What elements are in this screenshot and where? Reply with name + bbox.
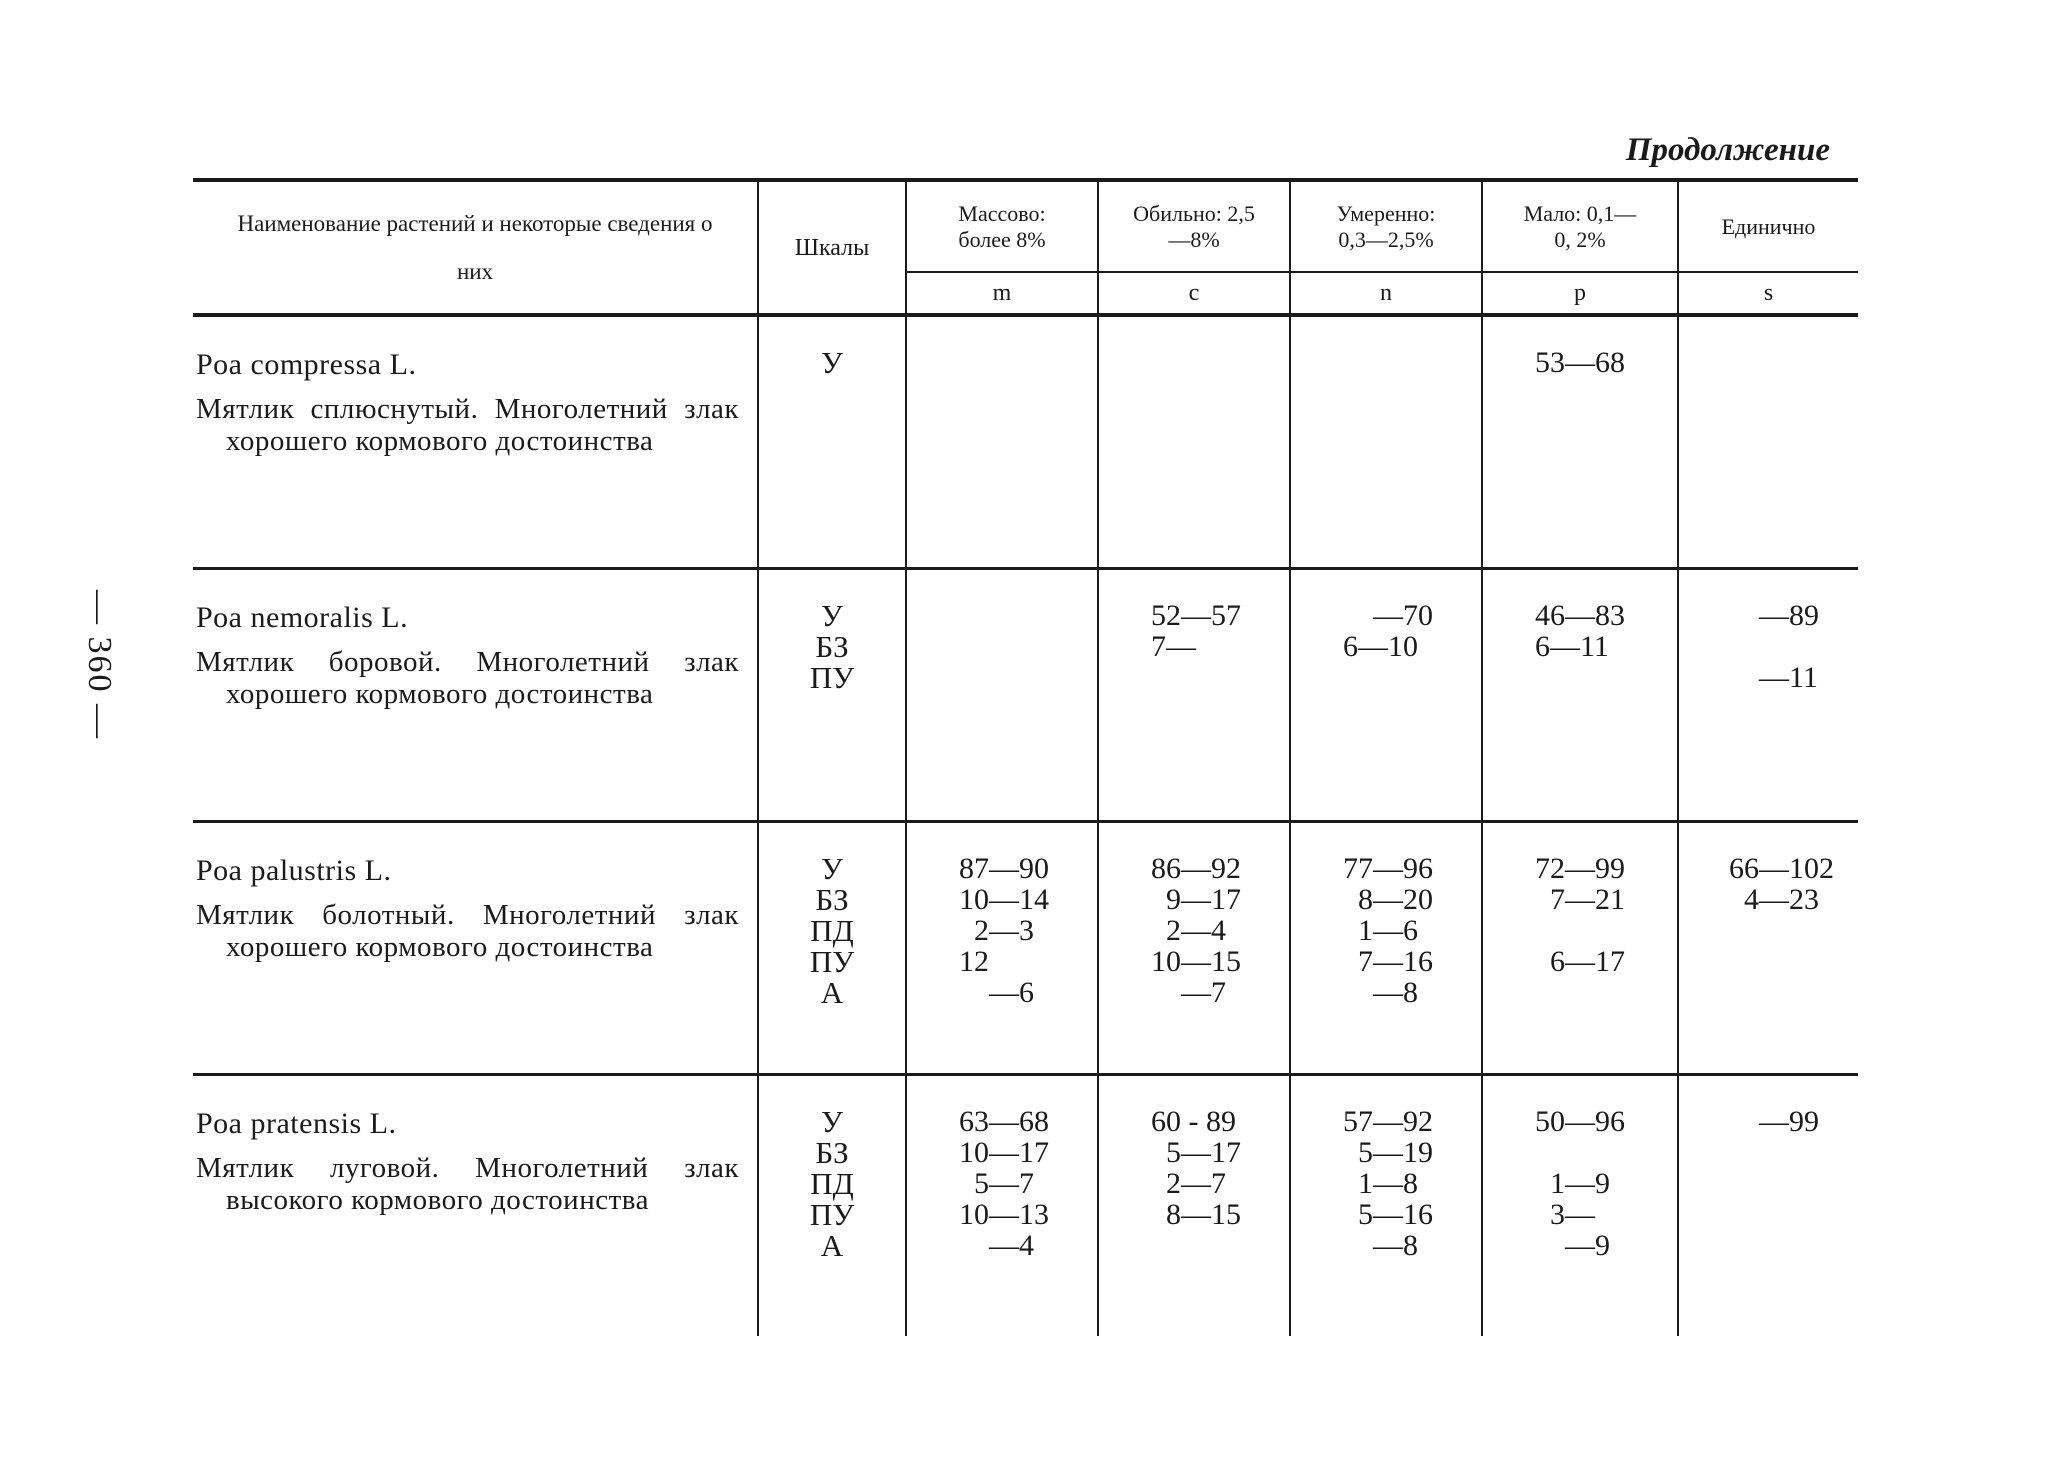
value-cell-m: [906, 1075, 1098, 1337]
scale-label: А: [820, 1228, 844, 1263]
range-value: —11: [1729, 661, 1818, 694]
table-row: [193, 822, 1858, 1075]
header-freq-p: Мало: 0,1—0, 2%: [1482, 180, 1678, 272]
species-table: [193, 178, 1858, 1336]
code-s: s: [1678, 272, 1858, 315]
scales-cell: [758, 315, 906, 569]
range-value: —99: [1729, 1105, 1819, 1138]
species-name-cell: [193, 315, 758, 569]
scale-label: У: [821, 598, 843, 633]
range-value: 1—6: [1343, 914, 1418, 947]
value-cell-m: [906, 569, 1098, 822]
range-value: 7—16: [1343, 945, 1433, 978]
range-value: 10—17: [959, 1136, 1049, 1169]
range-value: 10—13: [959, 1198, 1049, 1231]
scales-cell: [758, 569, 906, 822]
latin-name: Poa nemoralis L.: [196, 601, 409, 634]
code-m: m: [906, 272, 1098, 315]
range-value: 12: [959, 945, 989, 978]
scale-label: БЗ: [815, 629, 849, 664]
range-value: [1679, 347, 1858, 378]
range-value: —8: [1343, 1229, 1418, 1262]
range-value: 8—15: [1151, 1198, 1241, 1231]
value-cell-c: [1098, 822, 1290, 1075]
range-value: 4—23: [1729, 883, 1819, 916]
range-value: —4: [959, 1229, 1034, 1262]
range-value: [1291, 347, 1481, 378]
header-name: Наименование растений и некоторые сведения о них: [193, 180, 758, 315]
code-p: p: [1482, 272, 1678, 315]
species-description: Мятлик луговой. Многолетний злак высокого кормового достоинства: [196, 1152, 739, 1216]
value-cell-p: [1482, 315, 1678, 569]
range-value: 66—102: [1729, 852, 1834, 885]
range-value: [907, 662, 1097, 693]
range-value: [907, 600, 1097, 631]
range-value: 86—92: [1151, 852, 1241, 885]
value-cell-s: [1678, 822, 1858, 1075]
range-value: —8: [1343, 976, 1418, 1009]
range-value: [1679, 1168, 1858, 1199]
range-value: [1483, 662, 1677, 693]
value-cell-s: [1678, 315, 1858, 569]
range-value: [1679, 631, 1858, 662]
range-value: [1099, 662, 1289, 693]
range-value: 10—15: [1151, 945, 1241, 978]
value-cell-s: [1678, 569, 1858, 822]
range-value: 5—7: [959, 1167, 1034, 1200]
value-cell-m: [906, 315, 1098, 569]
range-value: 1—8: [1343, 1167, 1418, 1200]
range-value: 50—96: [1535, 1105, 1625, 1138]
range-value: 53—68: [1535, 346, 1625, 379]
scale-label: ПУ: [809, 660, 855, 695]
range-value: 63—68: [959, 1105, 1049, 1138]
range-value: 1—9: [1535, 1167, 1610, 1200]
range-value: 5—16: [1343, 1198, 1433, 1231]
range-value: 52—57: [1151, 599, 1241, 632]
range-value: 9—17: [1151, 883, 1241, 916]
range-value: [1679, 946, 1858, 977]
range-value: 60 - 89: [1151, 1105, 1236, 1138]
value-cell-n: [1290, 822, 1482, 1075]
value-cell-c: [1098, 569, 1290, 822]
header-freq-c: Обильно: 2,5—8%: [1098, 180, 1290, 272]
range-value: 6—17: [1535, 945, 1625, 978]
table-row: [193, 569, 1858, 822]
scales-cell: [758, 822, 906, 1075]
range-value: 2—4: [1151, 914, 1226, 947]
range-value: 10—14: [959, 883, 1049, 916]
scale-label: ПД: [810, 913, 854, 948]
value-cell-n: [1290, 315, 1482, 569]
range-value: 7—: [1151, 630, 1196, 663]
value-cell-n: [1290, 569, 1482, 822]
value-cell-c: [1098, 1075, 1290, 1337]
continuation-caption: Продолжение: [1625, 132, 1830, 168]
range-value: [1679, 1199, 1858, 1230]
range-value: 6—11: [1535, 630, 1609, 663]
range-value: 6—10: [1343, 630, 1418, 663]
latin-name: Poa pratensis L.: [196, 1107, 397, 1140]
range-value: [1291, 662, 1481, 693]
range-value: 57—92: [1343, 1105, 1433, 1138]
range-value: [1483, 1137, 1677, 1168]
scale-label: У: [821, 1104, 843, 1139]
range-value: 87—90: [959, 852, 1049, 885]
range-value: [1099, 347, 1289, 378]
range-value: [1483, 915, 1677, 946]
value-cell-n: [1290, 1075, 1482, 1337]
range-value: —70: [1343, 599, 1433, 632]
species-name-cell: [193, 1075, 758, 1337]
range-value: 7—21: [1535, 883, 1625, 916]
latin-name: Poa palustris L.: [196, 854, 392, 887]
range-value: 2—3: [959, 914, 1034, 947]
scale-label: А: [820, 975, 844, 1010]
scale-label: У: [821, 851, 843, 886]
range-value: —6: [959, 976, 1034, 1009]
header-freq-s: Единично: [1678, 180, 1858, 272]
value-cell-c: [1098, 315, 1290, 569]
code-c: c: [1098, 272, 1290, 315]
table-row: [193, 315, 1858, 569]
range-value: [907, 347, 1097, 378]
code-n: n: [1290, 272, 1482, 315]
range-value: [1679, 977, 1858, 1008]
range-value: [907, 631, 1097, 662]
range-value: 5—17: [1151, 1136, 1241, 1169]
range-value: [1679, 1137, 1858, 1168]
species-name-cell: [193, 569, 758, 822]
range-value: 2—7: [1151, 1167, 1226, 1200]
species-name-cell: [193, 822, 758, 1075]
range-value: —9: [1535, 1229, 1610, 1262]
scale-label: ПД: [810, 1166, 854, 1201]
range-value: —89: [1729, 599, 1819, 632]
range-value: 46—83: [1535, 599, 1625, 632]
scale-label: ПУ: [809, 1197, 855, 1232]
table-row: [193, 1075, 1858, 1337]
range-value: [1099, 1230, 1289, 1261]
range-value: 3—: [1535, 1198, 1595, 1231]
header-scales: Шкалы: [758, 180, 906, 315]
value-cell-p: [1482, 1075, 1678, 1337]
scale-label: БЗ: [815, 1135, 849, 1170]
scales-cell: [758, 1075, 906, 1337]
page-number: — 360 —: [81, 590, 118, 740]
header-freq-n: Умеренно: 0,3—2,5%: [1290, 180, 1482, 272]
range-value: [1679, 915, 1858, 946]
range-value: [1483, 977, 1677, 1008]
value-cell-s: [1678, 1075, 1858, 1337]
range-value: 72—99: [1535, 852, 1625, 885]
value-cell-m: [906, 822, 1098, 1075]
scale-label: БЗ: [815, 882, 849, 917]
scale-label: У: [821, 345, 843, 380]
range-value: —7: [1151, 976, 1226, 1009]
species-description: Мятлик болотный. Многолетний злак хорошего кормового достоинства: [196, 899, 739, 963]
range-value: 8—20: [1343, 883, 1433, 916]
value-cell-p: [1482, 569, 1678, 822]
value-cell-p: [1482, 822, 1678, 1075]
species-description: Мятлик боровой. Многолетний злак хорошего кормового достоинства: [196, 646, 739, 710]
header-freq-m: Массово: более 8%: [906, 180, 1098, 272]
range-value: 77—96: [1343, 852, 1433, 885]
range-value: [1679, 1230, 1858, 1261]
range-value: 5—19: [1343, 1136, 1433, 1169]
species-description: Мятлик сплюснутый. Многолетний злак хорошего кормового достоинства: [196, 393, 739, 457]
scale-label: ПУ: [809, 944, 855, 979]
latin-name: Poa compressa L.: [196, 348, 417, 381]
